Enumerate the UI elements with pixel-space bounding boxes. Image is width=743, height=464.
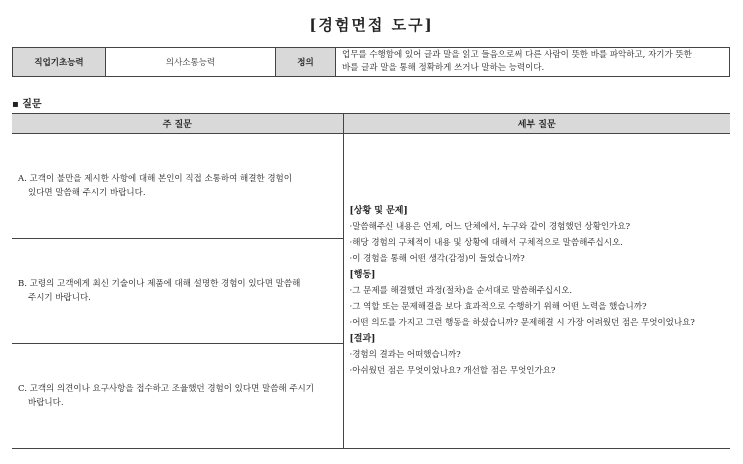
action-item-3: ·어떤 의도를 가지고 그런 행동을 하셨습니까? 문제해결 시 가장 어려웠던 점은 무엇이었나요? (349, 318, 695, 328)
page-title: [경험면접 도구] (309, 16, 434, 34)
competency-info-table (12, 47, 730, 77)
result-label: [결과] (349, 334, 376, 344)
action-item-1: ·그 문제를 해결했던 과정(절차)을 순서대로 말씀해주십시오. (349, 286, 573, 296)
situation-item-2: ·해당 경험의 구체적이 내용 및 상황에 대해서 구체적으로 말씀해주십시오. (349, 238, 623, 248)
question-table (12, 113, 730, 449)
question-b (12, 239, 343, 344)
definition-line-2: 바를 글과 말을 통해 정확하게 쓰거나 말하는 능력이다. (342, 63, 545, 73)
result-item-1: ·경험의 결과는 어떠했습니까? (349, 350, 461, 360)
situation-item-3: ·이 경험을 통해 어떤 생각(감정)이 들었습니까? (349, 254, 525, 264)
action-item-2: ·그 역할 또는 문제해결을 보다 효과적으로 수행하기 위해 어떤 노력을 했습니까? (349, 302, 647, 312)
definition-label: 정의 (276, 48, 336, 77)
competency-value: 의사소통능력 (106, 48, 276, 77)
detail-question-header: 세부 질문 (343, 114, 730, 134)
question-b-line-1: B. 고령의 고객에게 최신 기술이나 제품에 대해 설명한 경험이 있다면 말씀해 (18, 279, 301, 289)
question-a-line-2: 있다면 말씀해 주시기 바랍니다. (28, 188, 146, 198)
question-c-line-2: 바랍니다. (28, 398, 64, 408)
section-title: ▪ 질문 (12, 99, 42, 110)
question-a (12, 134, 343, 239)
question-c-line-1: C. 고객의 의견이나 요구사항을 접수하고 조율했던 경험이 있다면 말씀해 주시기 (18, 384, 314, 394)
question-b-line-2: 주시기 바랍니다. (28, 293, 91, 303)
detail-questions (343, 134, 730, 449)
action-label: [행동] (349, 270, 376, 280)
main-question-header: 주 질문 (12, 114, 343, 134)
competency-label: 직업기초능력 (13, 48, 106, 77)
question-a-line-1: A. 고객이 불만을 제시한 사항에 대해 본인이 직접 소통하여 해결한 경험이 (18, 174, 292, 184)
definition-line-1: 업무를 수행함에 있어 글과 말을 읽고 들음으로써 다른 사람이 뜻한 바를 파악하고, 자기가 뜻한 (342, 50, 692, 60)
situation-label: [상황 및 문제] (349, 206, 408, 216)
question-c (12, 344, 343, 449)
situation-item-1: ·말씀해주신 내용은 언제, 어느 단체에서, 누구와 같이 경험했던 상황인가요? (349, 222, 631, 232)
result-item-2: ·아쉬웠던 점은 무엇이었나요? 개선할 점은 무엇인가요? (349, 366, 556, 376)
definition-text (336, 48, 730, 77)
